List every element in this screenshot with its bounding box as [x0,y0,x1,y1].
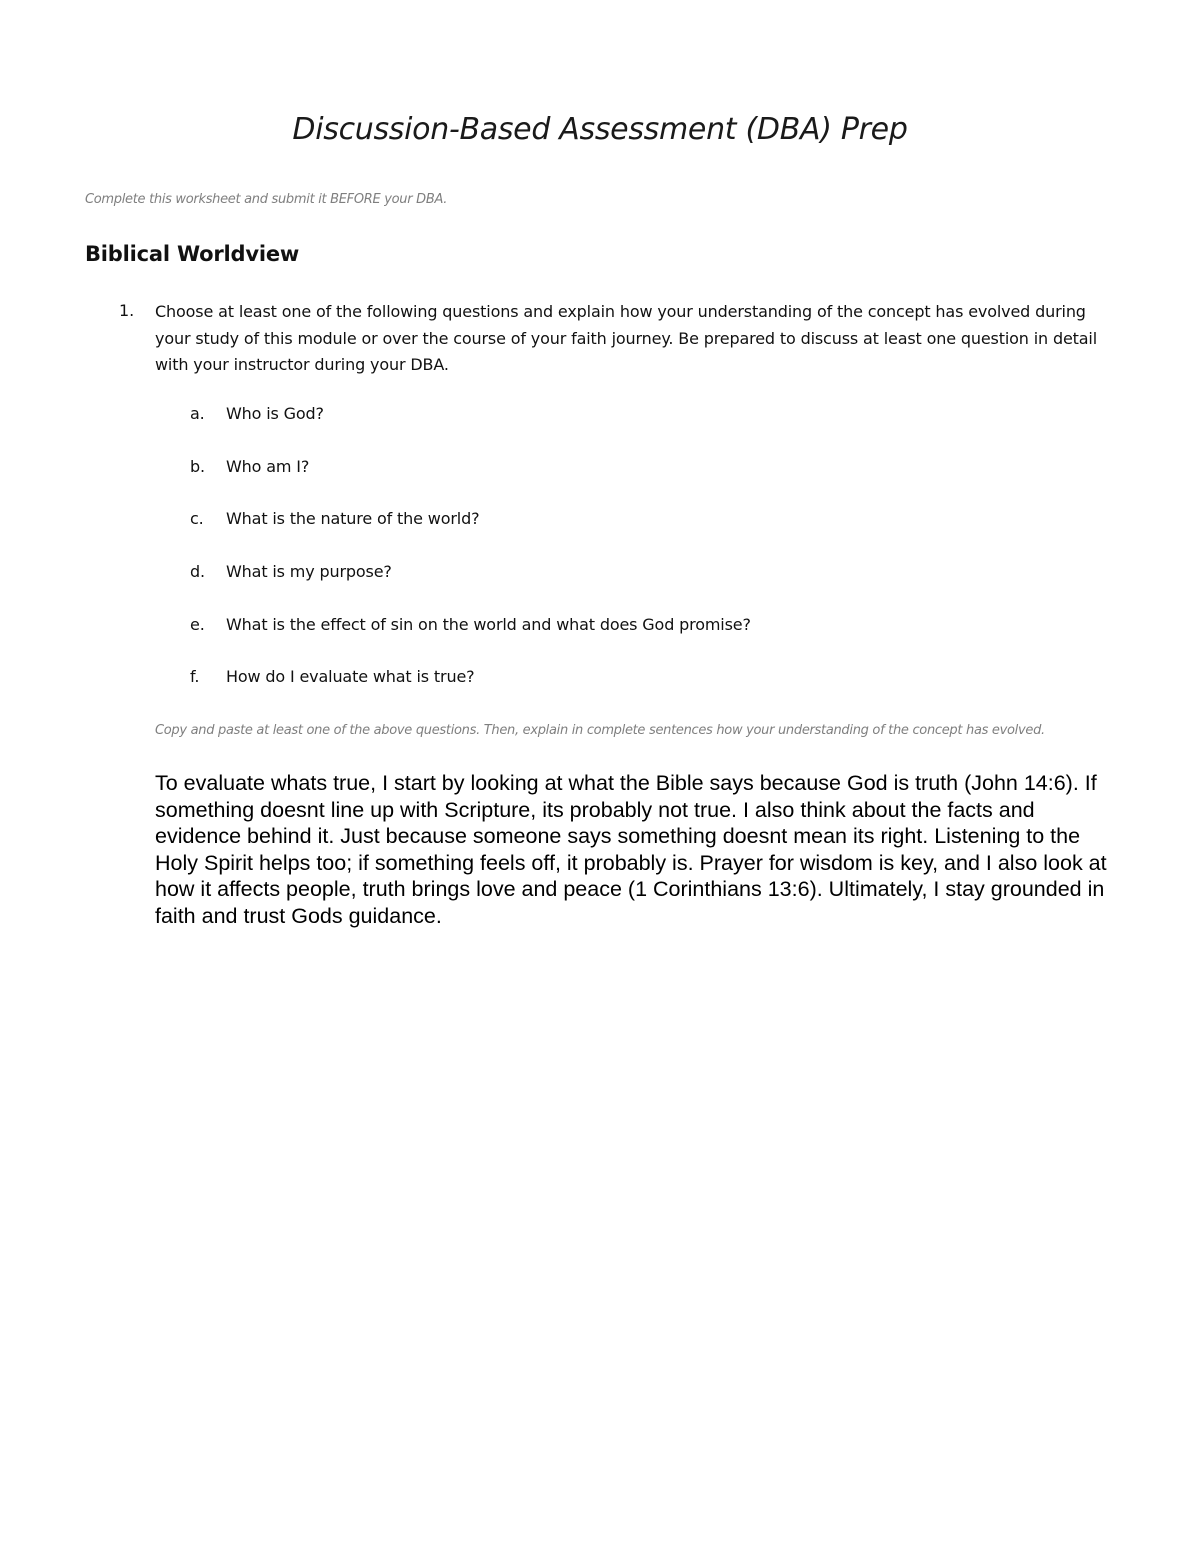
sub-question-item [0,667,900,691]
sub-question-letter: b. [190,456,205,476]
sub-question-letter: a. [190,404,205,423]
sub-question-item [0,404,900,428]
sub-question-text: What is the effect of sin on the world and what does God promise? [226,615,751,634]
section-heading: Biblical Worldview [85,242,300,266]
sub-question-text: What is the nature of the world? [226,509,480,528]
response-answer: To evaluate whats true, I start by looking at what the Bible says because God is truth (John 14:6). If something doesnt line up with Scripture, its probably not true. I also think about the facts and evidence behind it. Just because someone says something doesnt mean its right. Listening to the Holy Spirit helps too; if something feels off, it probably is. Prayer for wisdom is key, and I also look at how it affects people, truth brings love and peace (1 Corinthians 13:6). Ultimately, I stay grounded in faith and trust Gods guidance. [155,771,1107,928]
sub-question-item [0,615,900,639]
sub-question-item [0,562,900,586]
sub-question-letter: f. [190,667,200,686]
sub-question-item [0,509,900,533]
sub-question-item [0,457,900,481]
sub-question-text: What is my purpose? [226,562,392,581]
page-title: Discussion-Based Assessment (DBA) Prep [292,112,908,147]
response-instructions: Copy and paste at least one of the above questions. Then, explain in complete sentences how your understanding of the concept has evolved. [155,723,1045,738]
question-text: Choose at least one of the following questions and explain how your understanding of the concept has evolved during your study of this module or over the course of your faith journey. Be prepared to discuss at least one question in detail with your instructor during your DBA. [155,302,1098,374]
instructions-text: Complete this worksheet and submit it BEFORE your DBA. [85,192,448,207]
sub-question-letter: c. [190,509,204,528]
sub-question-text: How do I evaluate what is true? [226,667,475,686]
sub-question-text: Who is God? [226,404,324,423]
sub-question-letter: e. [190,615,205,634]
sub-question-letter: d. [190,562,205,581]
sub-question-text: Who am I? [226,456,310,476]
question-number: 1. [119,301,135,320]
